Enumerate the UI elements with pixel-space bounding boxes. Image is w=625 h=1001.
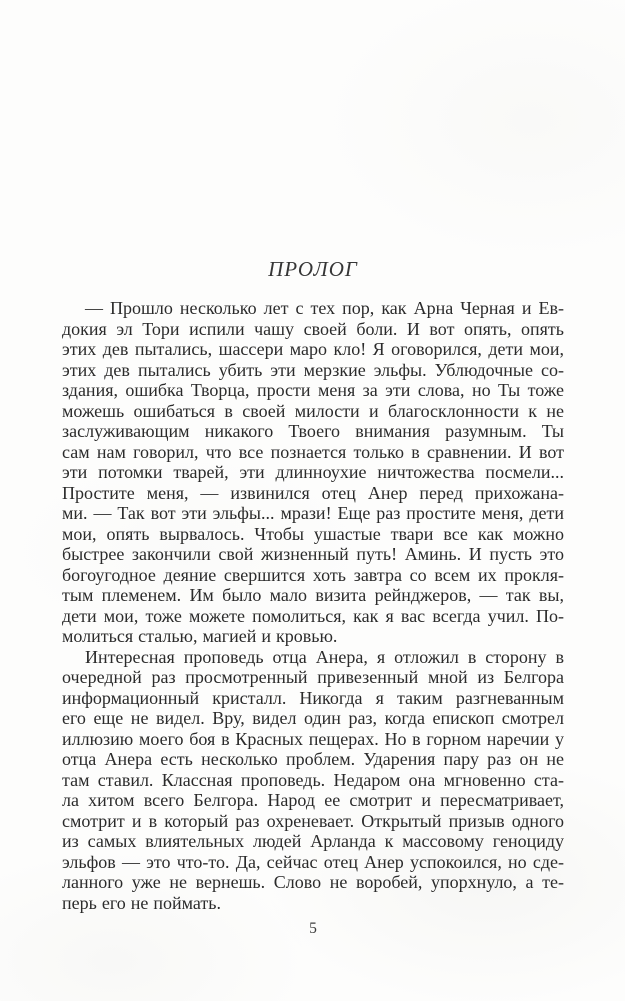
text-line: иллюзию моего боя в Красных пещерах. Но в горном наречии у [62, 728, 564, 749]
text-line: — Прошло несколько лет с тех пор, как Арна Черная и Ев- [85, 298, 564, 318]
text-line: здания, ошибка Творца, прости меня за эти слова, но Ты тоже [62, 380, 564, 400]
text-line: эльфов — это что-то. Да, сейчас отец Анер успокоился, но сде- [62, 851, 564, 872]
page-number: 5 [309, 920, 317, 937]
text-line: его еще не видел. Вру, видел один раз, когда епископ смотрел [62, 708, 564, 728]
text-line: ми. — Так вот эти эльфы... мрази! Еще раз простите меня, дети [62, 503, 564, 523]
text-line: мои, опять вырвалось. Чтобы ушастые твари все как можно [62, 523, 564, 544]
text-line: ланного уже не вернешь. Слово не воробей, упорхнуло, а те- [62, 872, 564, 892]
text-line: отца Анера есть несколько проблем. Ударения пару раз он не [62, 749, 564, 769]
chapter-title: ПРОЛОГ [268, 257, 358, 281]
text-line: смотрит и в который раз охреневает. Открытый призыв одного [62, 810, 564, 831]
text-line: можешь ошибаться в своей милости и благосклонности к не [62, 400, 564, 421]
text-line: там ставил. Классная проповедь. Недаром она мгновенно ста- [62, 769, 564, 790]
text-line: быстрее закончили свой жизненный путь! Аминь. И пусть это [62, 544, 564, 564]
text-line: эти потомки тварей, эти длинноухие ничтожества посмели... [62, 462, 564, 482]
text-line: богоугодное деяние свершится хоть завтра со всем их прокля- [62, 564, 564, 585]
text-line: заслуживающим никакого Твоего внимания разумным. Ты [62, 421, 564, 441]
text-line: Простите меня, — извинился отец Анер перед прихожана- [62, 482, 564, 503]
text-line: докия эл Тори испили чашу своей боли. И вот опять, опять [62, 318, 564, 339]
text-line: тым племенем. Им было мало визита рейнджеров, — так вы, [62, 585, 564, 605]
text-line: этих дев пытались убить эти мерзкие эльфы. Ублюдочные со- [62, 359, 564, 380]
text-line: информационный кристалл. Никогда я таким разгневанным [62, 687, 564, 708]
text-line: молиться сталью, магией и кровью. [62, 626, 338, 646]
text-line: сам нам говорил, что все познается только в сравнении. И вот [62, 441, 564, 462]
text-line: этих дев пытались, шассери маро кло! Я оговорился, дети мои, [62, 339, 564, 359]
text-line: Интересная проповедь отца Анера, я отложил в сторону в [85, 646, 564, 667]
text-line: дети мои, тоже можете помолиться, как я вас всегда учил. По- [62, 605, 564, 626]
page-body [62, 298, 564, 913]
text-line: очередной раз просмотренный привезенный мной из Белгора [62, 667, 564, 687]
text-line: из самых влиятельных людей Арланда к массовому геноциду [62, 831, 564, 851]
text-line: перь его не поймать. [62, 892, 222, 913]
text-line: ла хитом всего Белгора. Народ ее смотрит и пересматривает, [62, 790, 564, 810]
